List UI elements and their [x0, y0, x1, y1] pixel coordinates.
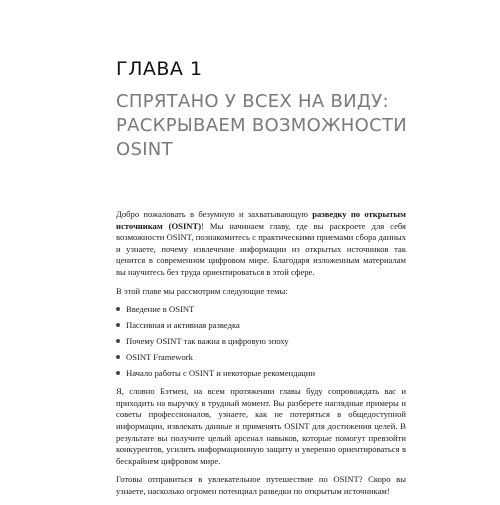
- chapter-title-line: OSINT: [116, 139, 173, 160]
- intro-paragraph: [116, 209, 406, 279]
- topics-intro: В этой главе мы рассмотрим следующие темы:: [116, 285, 288, 296]
- bullet-icon: [116, 371, 120, 375]
- intro-prefix: Добро пожаловать в безумную и захватывающую: [116, 209, 313, 219]
- chapter-title-line: РАСКРЫВАЕМ ВОЗМОЖНОСТИ: [116, 115, 408, 136]
- chapter-title: [116, 90, 486, 162]
- chapter-label: ГЛАВА 1: [116, 58, 203, 80]
- bullet-icon: [116, 323, 120, 327]
- list-item: [116, 304, 406, 314]
- list-item: [116, 320, 406, 330]
- list-item-text: OSINT Framework: [126, 352, 193, 363]
- intro-bold-term: разведку по открытым источникам (OSINT): [116, 209, 406, 231]
- body-paragraph: Готовы отправиться в увлекательное путешествие по OSINT? Скоро вы узнаете, насколько огромен потенциал разведки по открытым источникам!: [116, 474, 406, 496]
- chapter-body: [116, 209, 406, 505]
- list-item-text: Введение в OSINT: [126, 304, 195, 315]
- list-item-text: Начало работы с OSINT и некоторые рекомендации: [126, 368, 316, 379]
- list-item: [116, 352, 406, 362]
- list-item: [116, 336, 406, 346]
- body-paragraph: Я, словно Бэтмен, на всем протяжении главы буду сопровождать вас и приходить на выручку в трудный момент. Вы разберете наглядные примеры и советы профессионалов, узнаете, как не потеряться в общедоступной информации, извлекать данные и применять OSINT для достижения целей. В результате вы получите целый арсенал навыков, которые помогут превзойти конкурентов, усилить информационную защиту и уверенно ориентироваться в бескрайнем цифровом мире.: [116, 386, 406, 466]
- bullet-icon: [116, 307, 120, 311]
- bullet-icon: [116, 355, 120, 359]
- intro-suffix: ! Мы начинаем главу, где вы раскроете для себя возможности OSINT, познакомитесь с практическими приемами сбора данных и узнаете, почему извлечение информации из открытых источников так ценится в современном цифровом мире. Благодаря изложенным материалам вы научитесь без труда ориентироваться в этой сфере.: [116, 220, 406, 277]
- list-item-text: Почему OSINT так важна в цифровую эпоху: [126, 336, 289, 347]
- list-item: [116, 368, 406, 378]
- list-item-text: Пассивная и активная разведка: [126, 320, 240, 331]
- bullet-icon: [116, 339, 120, 343]
- topics-list: [116, 304, 406, 378]
- chapter-title-line: СПРЯТАНО У ВСЕХ НА ВИДУ:: [116, 91, 389, 112]
